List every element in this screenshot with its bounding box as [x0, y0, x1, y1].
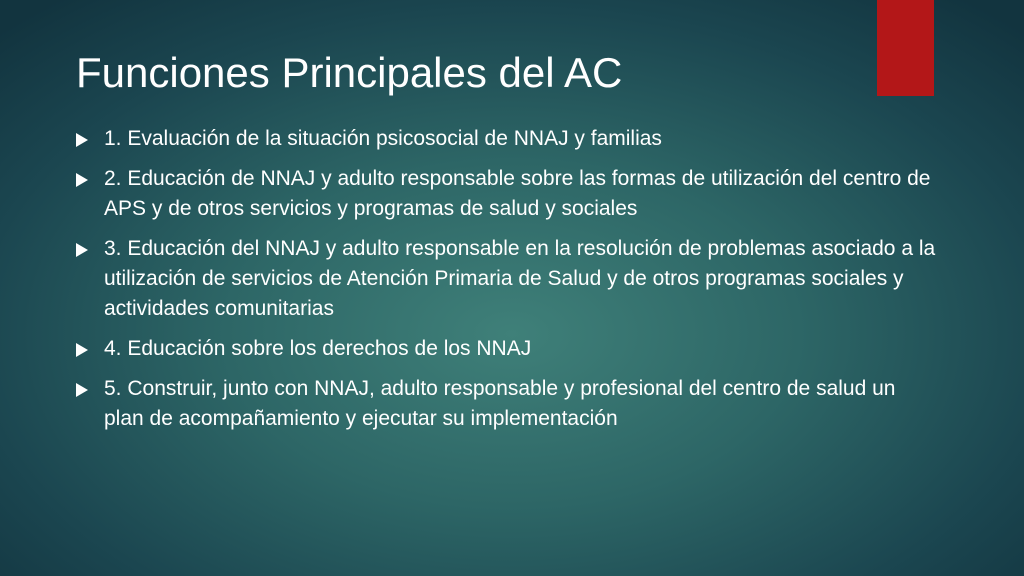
slide-title: Funciones Principales del AC [76, 49, 623, 96]
bullet-item [76, 124, 936, 154]
bullet-item [76, 164, 936, 224]
bullet-text: 3. Educación del NNAJ y adulto responsable en la resolución de problemas asociado a la utilización de servicios de Atención Primaria de Salud y de otros programas sociales y actividades comunitarias [104, 237, 936, 320]
bullet-text: 4. Educación sobre los derechos de los NNAJ [104, 337, 532, 360]
triangle-right-icon [76, 343, 88, 357]
bullet-item [76, 334, 936, 364]
triangle-right-icon [76, 243, 88, 257]
bullet-text: 1. Evaluación de la situación psicosocial de NNAJ y familias [104, 127, 662, 150]
triangle-right-icon [76, 383, 88, 397]
accent-bar [877, 0, 934, 96]
bullet-text: 5. Construir, junto con NNAJ, adulto responsable y profesional del centro de salud un plan de acompañamiento y ejecutar su implementación [104, 377, 896, 430]
bullet-item [76, 374, 936, 434]
bullet-text: 2. Educación de NNAJ y adulto responsable sobre las formas de utilización del centro de APS y de otros servicios y programas de salud y sociales [104, 167, 931, 220]
bullet-item [76, 234, 936, 324]
bullet-list [76, 124, 936, 444]
triangle-right-icon [76, 133, 88, 147]
triangle-right-icon [76, 173, 88, 187]
